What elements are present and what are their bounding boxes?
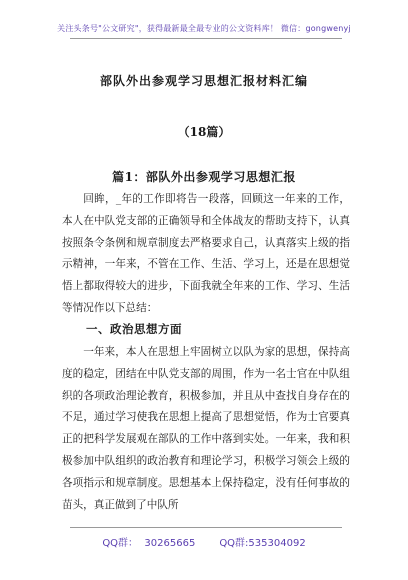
article-count: （18篇）: [177, 125, 231, 139]
footer-qq-group-2: QQ群:535304092: [219, 538, 306, 549]
footer-qq-group-1: QQ群： 30265665: [102, 538, 196, 549]
footer-divider: [70, 527, 342, 528]
header-divider: [70, 38, 342, 39]
body-paragraph-political: 一年来，本人在思想上牢固树立以队为家的思想，保持高度的稳定，团结在中队党支部的周围，作为一名士官在中队组织的各项政治理论教育，积极参加，并且从中查找自身存在的不足，通过学习使我在思想上提高了思想觉悟，作为士官要真正的把科学发展观在部队的工作中落到实处。一年来，我和积极参加中队组织的政治教育和理论学习，积极学习领会上级的各项指示和规章制度。思想基本上保持稳定，没有任何事故的苗头，真正做到了中队所: [62, 346, 350, 511]
footer-contact: [0, 534, 408, 549]
document-title: 部队外出参观学习思想汇报材料汇编: [99, 74, 308, 88]
header-promo-note: 关注头条号"公文研究"，获得最新最全最专业的公文资料库！ 微信：gongwenyj: [57, 24, 351, 33]
section-heading-political: 一、政治思想方面: [86, 322, 182, 336]
article-title: 篇1：部队外出参观学习思想汇报: [112, 170, 296, 184]
body-paragraph-intro: 回眸，_年的工作即将告一段落，回顾这一年来的工作，本人在中队党支部的正确领导和全体战友的帮助支持下，认真按照条令条例和规章制度去严格要求自己，认真落实上级的指示精神，一年来，不管在工作、生活、学习上，还是在思想觉悟上都取得较大的进步，下面我就全年来的工作、学习、生活等情况作以下总结：: [62, 193, 350, 314]
